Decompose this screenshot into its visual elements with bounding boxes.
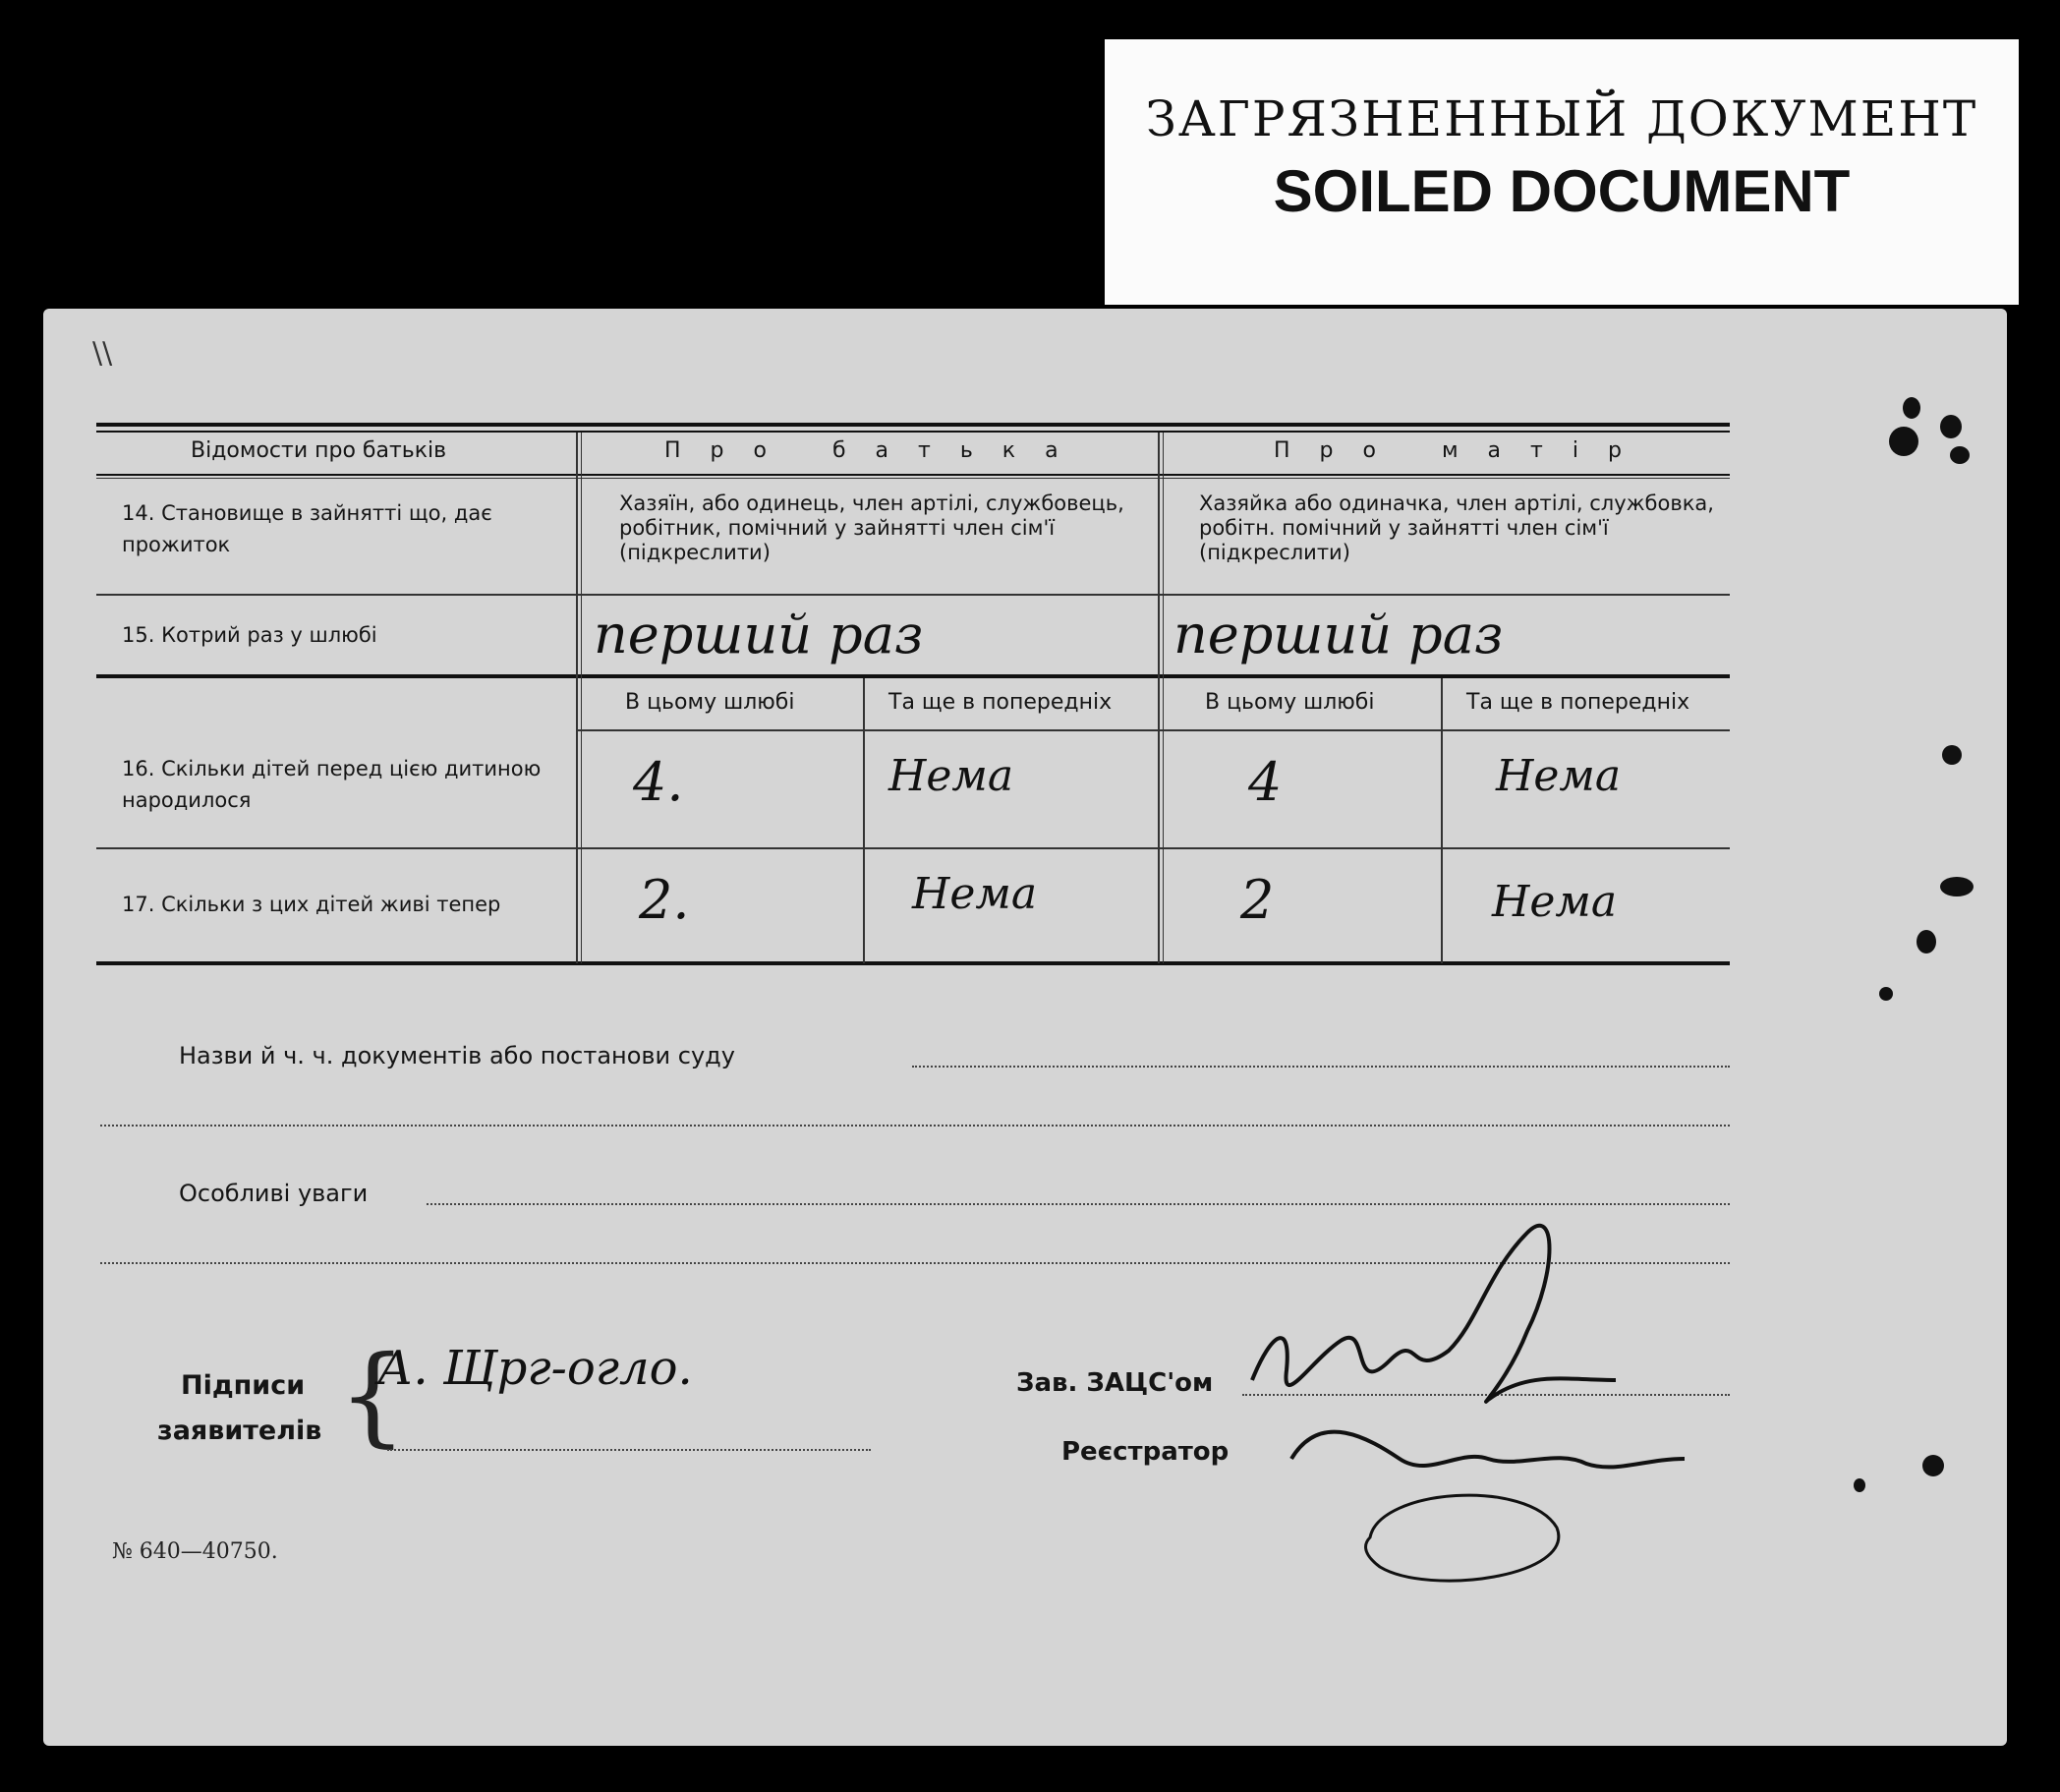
col-divider-2 <box>1158 433 1160 963</box>
documents-line <box>912 1066 1730 1068</box>
subheader-bottom-rule <box>578 729 1730 731</box>
row17-label: 17. Скільки з цих дітей живі тепер <box>122 893 501 916</box>
edge-hole <box>1879 987 1893 1001</box>
corner-mark: \\ <box>92 336 113 371</box>
row16-mother-this: 4 <box>1248 751 1283 813</box>
edge-hole <box>1889 427 1918 456</box>
notes-label: Особливі уваги <box>179 1180 369 1207</box>
edge-hole <box>1854 1478 1865 1492</box>
header-father: Про батька <box>664 438 1088 463</box>
col-divider-mother-sub <box>1441 678 1443 963</box>
edge-hole <box>1942 745 1962 765</box>
document-card <box>43 309 2007 1746</box>
row17-mother-this: 2 <box>1240 869 1275 931</box>
edge-hole <box>1940 877 1974 896</box>
signatures-label-2: заявителів <box>157 1416 322 1446</box>
edge-hole <box>1950 446 1970 464</box>
row16-father-prev: Нема <box>888 751 1014 801</box>
row15-father-handwriting: перший раз <box>594 604 924 665</box>
edge-hole <box>1940 415 1962 438</box>
col-divider-1 <box>576 433 578 963</box>
row16-father-this: 4. <box>633 751 684 813</box>
row16-label: 16. Скільки дітей перед цією дитиною народилося <box>122 757 542 812</box>
edge-hole <box>1903 397 1920 419</box>
row14-bottom-rule <box>96 594 1730 596</box>
edge-hole <box>1917 930 1936 954</box>
row17-father-this: 2. <box>639 869 690 931</box>
banner-russian: ЗАГРЯЗНЕННЫЙ ДОКУМЕНТ <box>1145 90 1978 147</box>
documents-line-2 <box>100 1125 1730 1127</box>
subheader-mother-this: В цьому шлюбі <box>1205 690 1375 715</box>
header-mother: Про матір <box>1274 438 1651 463</box>
row17-father-prev: Нема <box>912 869 1038 919</box>
table-top-rule <box>96 423 1730 427</box>
head-registry-label: Зав. ЗАЦС'ом <box>1016 1368 1214 1398</box>
row15-bottom-rule <box>96 674 1730 678</box>
row15-mother-handwriting: перший раз <box>1173 604 1504 665</box>
documents-label: Назви й ч. ч. документів або постанови суду <box>179 1042 735 1069</box>
header-parents-info: Відомости про батьків <box>191 438 447 463</box>
notes-line <box>427 1203 1730 1205</box>
row14-mother-options: Хазяйка або одиначка, член артілі, службовка, робітн. помічний у зайнятті член сім'ї (підкреслити) <box>1199 491 1714 564</box>
signatures-brace: { <box>338 1332 407 1458</box>
official-signatures <box>1232 1213 1783 1606</box>
form-number: № 640—40750. <box>112 1539 278 1564</box>
banner-english: SOILED DOCUMENT <box>1273 158 1851 224</box>
applicant-signature: А. Щрг-огло. <box>377 1341 693 1396</box>
soiled-document-banner <box>1105 39 2019 305</box>
registrar-label: Реєстратор <box>1061 1437 1230 1467</box>
row14-label: 14. Становище в зайнятті що, дає прожиток <box>122 501 492 556</box>
row15-label: 15. Котрий раз у шлюбі <box>122 623 377 647</box>
row17-mother-prev: Нема <box>1492 877 1618 927</box>
header-bottom-rule <box>96 474 1730 476</box>
header-bottom-rule-2 <box>96 478 1730 479</box>
table-top-rule-2 <box>96 431 1730 433</box>
col-divider-father-sub <box>863 678 865 963</box>
edge-hole <box>1922 1455 1944 1476</box>
row14-father-options: Хазяїн, або одинець, член артілі, службовець, робітник, помічний у зайнятті член сім'ї (підкреслити) <box>619 491 1124 564</box>
row16-mother-prev: Нема <box>1496 751 1622 801</box>
subheader-father-previous: Та ще в попередніх <box>888 690 1113 715</box>
table-bottom-rule <box>96 961 1730 965</box>
subheader-mother-previous: Та ще в попередніх <box>1466 690 1690 715</box>
signatures-label-1: Підписи <box>181 1370 306 1401</box>
applicant-line-2 <box>387 1449 871 1451</box>
col-divider-2b <box>1163 433 1164 963</box>
row16-bottom-rule <box>96 847 1730 849</box>
subheader-father-this: В цьому шлюбі <box>625 690 795 715</box>
col-divider-1b <box>581 433 582 963</box>
